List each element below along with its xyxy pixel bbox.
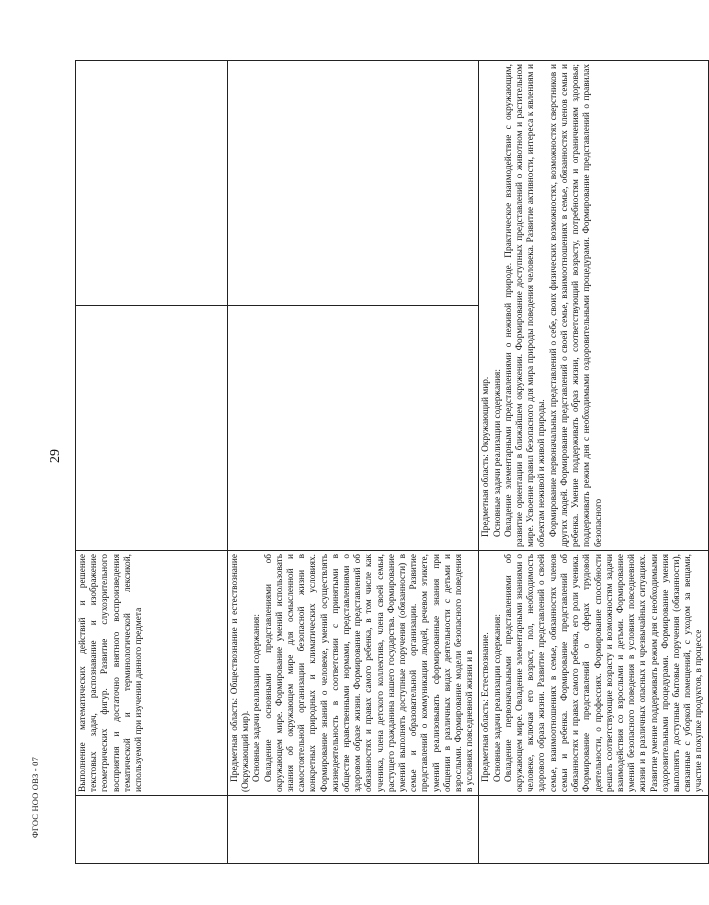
cell-paragraph: Формирование первоначальных представлений о себе, своих физических возможностях, возможностях сверстников и других людей. Формирование представлений о своей семье, взаимоотношениях в семье, обязанностях членов семьи и ребенка. Умение поддерживать образ жизни, соответствующий возрасту, потребностям и ограничениям здоровья; поддерживать режим дня с необходимыми оздоровительными процедурами. Формирование представлений о правилах безопасного bbox=[548, 64, 604, 547]
table-cell-empty-top-left bbox=[76, 796, 228, 864]
cell-subheading: Основные задачи реализации содержания: bbox=[492, 369, 503, 537]
document-code-footer: ФГОС НОО ОВЗ - 07 bbox=[30, 756, 40, 838]
table-cell-empty-top-right bbox=[76, 61, 228, 306]
table-row-middle bbox=[228, 61, 479, 864]
cell-subheading: Основные задачи реализации содержания: bbox=[252, 614, 263, 782]
cell-paragraph: Выполнение математических действий и решение текстовых задач, распознавание и изображение геометрических фигур. Развитие слухозрительного восприятия и достаточно внятного воспроизведения тематической и терминологической лексикой, используемой при изучении данного предмета bbox=[78, 554, 145, 792]
cell-heading: Предметная область: Естествознание. bbox=[481, 632, 492, 782]
cell-heading: Предметная область: Обществознание и естествознание (Окружающий мир). bbox=[230, 554, 252, 792]
table-cell-math-continuation bbox=[76, 551, 228, 796]
table-cell-world-around bbox=[479, 61, 708, 551]
content-table bbox=[75, 60, 709, 864]
cell-paragraph: Овладение основными представлениями об окружающем мире. Формирование умений использовать знания об окружающем мире для осмысленной и самостоятельной организации безопасной жизни в конкретных природных и климатических условиях. Формирование знаний о человеке, умений осуществлять жизнедеятельность в соответствии с принятыми в обществе нравственными нормами, представлениями о здоровом образе жизни. Формирование представлений об обязанностях и правах самого ребенка, в том числе как ученика, члена детского коллектива, члена своей семьи, растущего гражданина нашего государства. Формирование умений выполнять доступные поручения (обязанности) в семье и образовательной организации. Развитие представлений о коммуникации людей, речевом этикете, умений реализовывать сформированные знания при общении в различных видах деятельности с детьми и взрослыми. Формирование модели безопасного поведения в условиях повседневной жизни и в bbox=[263, 554, 476, 792]
table-cell-empty-middle-middle bbox=[228, 306, 479, 551]
table-row-top bbox=[76, 61, 228, 864]
page-number: 29 bbox=[48, 449, 63, 463]
table-cell-natural-science bbox=[479, 551, 708, 796]
cell-subheading: Основные задачи реализации содержания: bbox=[492, 614, 503, 782]
content-table-rotated bbox=[75, 60, 705, 864]
cell-paragraph: Овладение первоначальными представлениями об окружающем мире. Овладение элементарными знаниями о человеке, включая его возраст, пол, необходимость здорового образа жизни. Развитие представлений о своей семье, взаимоотношениях в семье, обязанностях членов семьи и ребенка. Формирование представлений об обязанностях и правах самого ребенка, его роли ученика. Формирование представлений о сферах трудовой деятельности, о профессиях. Формирование способности решать соответствующие возрасту и возможностям задачи взаимодействия со взрослыми и детьми. Формирование умений безопасного поведения в условиях повседневной жизни и в различных опасных и чрезвычайных ситуациях. Развитие умение поддерживать режим дня с необходимыми оздоровительными процедурами. Формирование умения выполнять доступные бытовые поручения (обязанности), связанные с уборкой помещений, с уходом за вещами, участие в покупке продуктов, в процессе bbox=[503, 554, 705, 792]
table-cell-empty-top-middle bbox=[76, 306, 228, 551]
table-cell-empty-bottom-left bbox=[479, 796, 708, 864]
table-cell-empty-middle-right bbox=[228, 61, 479, 306]
table-row-bottom bbox=[479, 61, 708, 864]
cell-paragraph: Овладение элементарными представлениями о неживой природе. Практическое взаимодействие с окружающим, развитие ориентации в ближайшем окружении. Формирование доступных представлений о животном и растительном мире. Усвоение правил безопасного для мира природы поведения человека. Развитие активности, интереса к явлениям и объектам неживой и живой природы. bbox=[503, 64, 548, 547]
table-cell-social-studies bbox=[228, 551, 479, 796]
cell-heading: Предметная область: Окружающий мир. bbox=[481, 376, 492, 537]
table-cell-empty-middle-left bbox=[228, 796, 479, 864]
